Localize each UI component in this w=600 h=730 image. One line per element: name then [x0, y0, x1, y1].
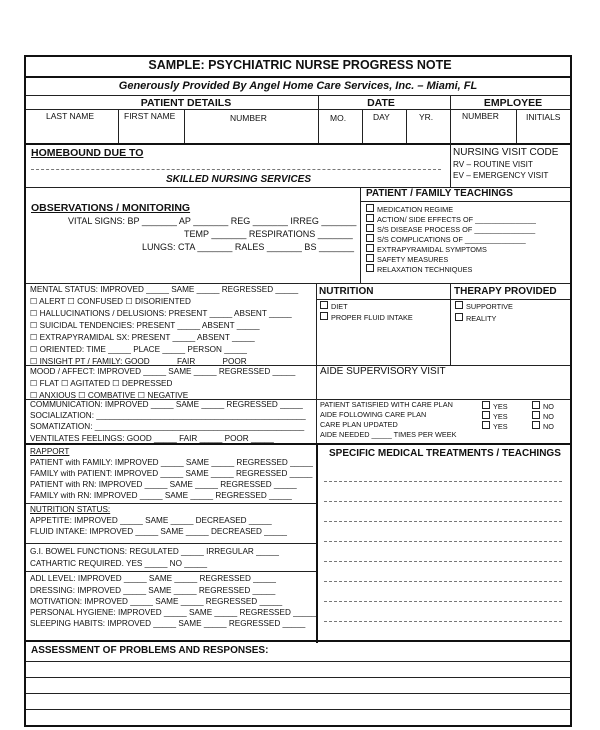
number-column: NUMBER: [230, 113, 267, 123]
teaching-item[interactable]: S/S COMPLICATIONS OF _______________: [366, 234, 526, 243]
rapport-line: PATIENT with FAMILY: IMPROVED _____ SAME _____ REGRESSED _____: [30, 458, 313, 467]
teachings-label: PATIENT / FAMILY TEACHINGS: [366, 188, 513, 199]
nutrition-status-label: NUTRITION STATUS:: [30, 505, 111, 514]
teaching-item[interactable]: RELAXATION TECHNIQUES: [366, 264, 472, 273]
rapport-line: FAMILY with RN: IMPROVED _____ SAME _____ REGRESSED _____: [30, 491, 292, 500]
aide-item: CARE PLAN UPDATED: [320, 420, 398, 429]
form-title: SAMPLE: PSYCHIATRIC NURSE PROGRESS NOTE: [148, 58, 452, 72]
teaching-item[interactable]: S/S DISEASE PROCESS OF _______________: [366, 224, 535, 233]
mood-line: ☐ ANXIOUS ☐ COMBATIVE ☐ NEGATIVE: [30, 391, 189, 400]
communication-line: COMMUNICATION: IMPROVED _____ SAME _____ REGRESSED _____: [30, 400, 303, 409]
aide-visit-label: AIDE SUPERVISORY VISIT: [320, 366, 446, 377]
mental-status-line: ☐ SUICIDAL TENDENCIES: PRESENT _____ ABSENT _____: [30, 321, 260, 330]
aide-yes-checkbox[interactable]: YES: [482, 421, 508, 430]
aide-yes-checkbox[interactable]: YES: [482, 401, 508, 410]
rapport-label: RAPPORT: [30, 447, 70, 456]
fluid-intake-line: FLUID INTAKE: IMPROVED _____ SAME _____ DECREASED _____: [30, 527, 287, 536]
skilled-nursing-label: SKILLED NURSING SERVICES: [166, 174, 312, 185]
initials-column: INITIALS: [526, 112, 561, 122]
nutrition-diet[interactable]: DIET: [320, 301, 348, 310]
mental-status-line: ☐ HALLUCINATIONS / DELUSIONS: PRESENT _____ ABSENT _____: [30, 309, 292, 318]
rapport-line: PATIENT with RN: IMPROVED _____ SAME _____ REGRESSED _____: [30, 480, 297, 489]
emergency-visit-code: EV – EMERGENCY VISIT: [453, 171, 549, 180]
mental-status-line: ☐ ALERT ☐ CONFUSED ☐ DISORIENTED: [30, 297, 191, 306]
aide-item: PATIENT SATISFIED WITH CARE PLAN: [320, 400, 453, 409]
aide-no-checkbox[interactable]: NO: [532, 401, 554, 410]
assessment-label: ASSESSMENT OF PROBLEMS AND RESPONSES:: [31, 645, 269, 656]
progress-note-form: [24, 55, 572, 727]
aide-item: AIDE NEEDED _____ TIMES PER WEEK: [320, 430, 457, 439]
cathartic-line: CATHARTIC REQUIRED. YES _____ NO _____: [30, 559, 208, 568]
day-column: DAY: [373, 112, 390, 122]
socialization-line: SOCIALIZATION: ______________________________________________: [30, 411, 306, 420]
ventilates-feelings-line: VENTILATES FEELINGS: GOOD _____ FAIR _____ POOR _____: [30, 434, 274, 443]
month-column: MO.: [330, 113, 347, 123]
last-name-column: LAST NAME: [46, 111, 95, 121]
teaching-item[interactable]: ACTION/ SIDE EFFECTS OF _______________: [366, 214, 536, 223]
aide-no-checkbox[interactable]: NO: [532, 411, 554, 420]
provider-line: Generously Provided By Angel Home Care Services, Inc. – Miami, FL: [118, 80, 478, 92]
lungs-line: LUNGS: CTA _______ RALES _______ BS _______: [142, 242, 354, 252]
specific-treatments-label: SPECIFIC MEDICAL TREATMENTS / TEACHINGS: [329, 448, 561, 459]
therapy-reality[interactable]: REALITY: [455, 313, 496, 322]
employee-header: EMPLOYEE: [483, 97, 543, 109]
first-name-column: FIRST NAME: [124, 111, 176, 121]
nutrition-fluid-intake[interactable]: PROPER FLUID INTAKE: [320, 312, 413, 321]
temp-respirations-line: TEMP _______ RESPIRATIONS _______: [184, 229, 353, 239]
vital-signs-line: VITAL SIGNS: BP _______ AP _______ REG _______ IRREG _______: [68, 216, 357, 226]
visit-code-label: NURSING VISIT CODE: [453, 147, 559, 158]
mood-line: ☐ FLAT ☐ AGITATED ☐ DEPRESSED: [30, 379, 173, 388]
homebound-label: HOMEBOUND DUE TO: [31, 147, 144, 159]
nutrition-label: NUTRITION: [319, 286, 374, 297]
employee-number-column: NUMBER: [462, 111, 499, 121]
mental-status-line: MENTAL STATUS: IMPROVED _____ SAME _____ REGRESSED _____: [30, 285, 299, 294]
appetite-line: APPETITE: IMPROVED _____ SAME _____ DECREASED _____: [30, 516, 272, 525]
aide-yes-checkbox[interactable]: YES: [482, 411, 508, 420]
teaching-item[interactable]: MEDICATION REGIME: [366, 204, 453, 213]
mental-status-line: ☐ EXTRAPYRAMIDAL SX: PRESENT _____ ABSENT _____: [30, 333, 255, 342]
somatization-line: SOMATIZATION: ______________________________________________: [30, 422, 305, 431]
rapport-line: FAMILY with PATIENT: IMPROVED _____ SAME _____ REGRESSED _____: [30, 469, 313, 478]
adl-line: DRESSING: IMPROVED _____ SAME _____ REGRESSED _____: [30, 586, 276, 595]
teaching-item[interactable]: SAFETY MEASURES: [366, 254, 448, 263]
gi-bowel-line: G.I. BOWEL FUNCTIONS: REGULATED _____ IRREGULAR _____: [30, 547, 279, 556]
adl-line: MOTIVATION: IMPROVED _____ SAME _____ REGRESSED _____: [30, 597, 283, 606]
therapy-supportive[interactable]: SUPPORTIVE: [455, 301, 513, 310]
routine-visit-code: RV – ROUTINE VISIT: [453, 160, 533, 169]
aide-no-checkbox[interactable]: NO: [532, 421, 554, 430]
teaching-item[interactable]: EXTRAPYRAMIDAL SYMPTOMS: [366, 244, 487, 253]
adl-line: ADL LEVEL: IMPROVED _____ SAME _____ REGRESSED _____: [30, 574, 276, 583]
therapy-label: THERAPY PROVIDED: [454, 286, 557, 297]
patient-details-header: PATIENT DETAILS: [140, 97, 232, 109]
adl-line: SLEEPING HABITS: IMPROVED _____ SAME _____ REGRESSED _____: [30, 619, 306, 628]
adl-line: PERSONAL HYGIENE: IMPROVED _____ SAME _____ REGRESSED _____: [30, 608, 316, 617]
mental-status-line: ☐ ORIENTED: TIME _____ PLACE _____ PERSON _____: [30, 345, 247, 354]
observations-label: OBSERVATIONS / MONITORING: [31, 202, 191, 214]
year-column: YR.: [419, 112, 434, 122]
mood-line: MOOD / AFFECT: IMPROVED _____ SAME _____ REGRESSED _____: [30, 367, 296, 376]
aide-item: AIDE FOLLOWING CARE PLAN: [320, 410, 427, 419]
date-header: DATE: [367, 97, 395, 109]
mental-status-line: ☐ INSIGHT PT / FAMILY: GOOD _____ FAIR _____ POOR _____: [30, 357, 272, 366]
